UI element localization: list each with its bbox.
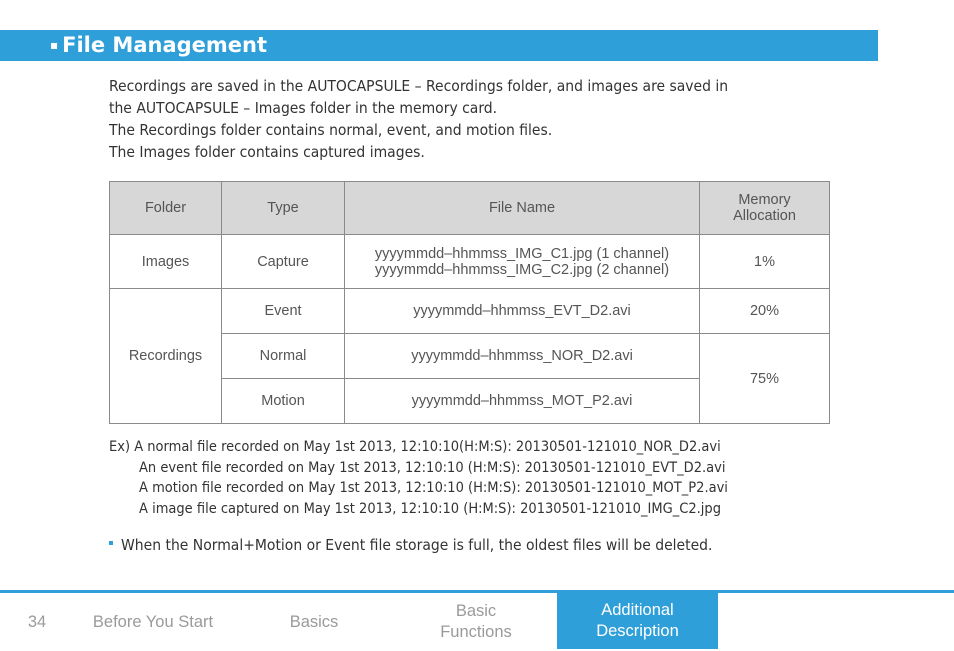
- nav-label-line: Functions: [440, 623, 512, 641]
- cell-file-event: yyyymmdd–hhmmss_EVT_D2.avi: [345, 289, 700, 334]
- example-line: Ex) A normal file recorded on May 1st 2013, 12:10:10(H:M:S): 20130501-121010_NOR_D2.avi: [109, 439, 721, 455]
- cell-file-normal: yyyymmdd–hhmmss_NOR_D2.avi: [345, 334, 700, 379]
- file-name-line: yyyymmdd–hhmmss_IMG_C1.jpg (1 channel): [374, 245, 670, 262]
- table-header-row: [110, 182, 830, 235]
- header-folder: Folder: [110, 182, 222, 235]
- cell-type-normal: Normal: [222, 334, 345, 379]
- section-header-bar: [0, 30, 878, 61]
- nav-before-you-start[interactable]: Before You Start: [92, 612, 214, 631]
- nav-label-line: Basic: [455, 602, 497, 620]
- header-memory-line: Allocation: [733, 208, 796, 224]
- section-title-text: File Management: [62, 33, 268, 57]
- cell-memory-normal-motion: 75%: [700, 334, 830, 424]
- storage-note-text: When the Normal+Motion or Event file storage is full, the oldest files will be deleted.: [121, 536, 713, 554]
- cell-type-capture: Capture: [222, 235, 345, 289]
- example-line: A image file captured on May 1st 2013, 12:10:10 (H:M:S): 20130501-121010_IMG_C2.jpg: [139, 500, 721, 517]
- header-type: Type: [222, 182, 345, 235]
- cell-type-event: Event: [222, 289, 345, 334]
- nav-basic-functions[interactable]: [420, 593, 532, 651]
- nav-additional-description[interactable]: [557, 593, 718, 649]
- storage-note: [109, 536, 712, 554]
- intro-line: The Images folder contains captured images.: [109, 143, 425, 161]
- nav-basics[interactable]: Basics: [289, 612, 339, 631]
- intro-line: The Recordings folder contains normal, event, and motion files.: [109, 121, 553, 139]
- square-bullet-icon: ▪: [50, 38, 59, 52]
- cell-folder-recordings: Recordings: [110, 289, 222, 424]
- intro-paragraph: [109, 75, 869, 163]
- cell-memory-images: 1%: [700, 235, 830, 289]
- nav-label-line: Additional: [601, 601, 674, 619]
- header-file-name: File Name: [345, 182, 700, 235]
- cell-type-motion: Motion: [222, 379, 345, 424]
- file-table: [109, 181, 830, 424]
- example-line: An event file recorded on May 1st 2013, 12:10:10 (H:M:S): 20130501-121010_EVT_D2.avi: [139, 459, 726, 476]
- footer-nav: [0, 593, 954, 651]
- square-bullet-icon: [109, 541, 113, 545]
- page-number: 34: [27, 612, 47, 631]
- section-title: [50, 30, 267, 61]
- header-memory-line: Memory: [738, 192, 791, 208]
- file-name-line: yyyymmdd–hhmmss_IMG_C2.jpg (2 channel): [374, 261, 670, 278]
- cell-memory-event: 20%: [700, 289, 830, 334]
- example-line: A motion file recorded on May 1st 2013, 12:10:10 (H:M:S): 20130501-121010_MOT_P2.avi: [139, 480, 728, 496]
- cell-folder-images: Images: [110, 235, 222, 289]
- examples-block: [109, 437, 909, 519]
- cell-file-images: [345, 235, 700, 289]
- cell-file-motion: yyyymmdd–hhmmss_MOT_P2.avi: [345, 379, 700, 424]
- header-memory-allocation: [700, 182, 830, 235]
- intro-line: the AUTOCAPSULE – Images folder in the memory card.: [109, 99, 498, 117]
- intro-line: Recordings are saved in the AUTOCAPSULE – Recordings folder, and images are saved in: [109, 77, 729, 95]
- table-row-event: [110, 289, 830, 334]
- nav-label-line: Description: [596, 622, 679, 640]
- table-row-images: [110, 235, 830, 289]
